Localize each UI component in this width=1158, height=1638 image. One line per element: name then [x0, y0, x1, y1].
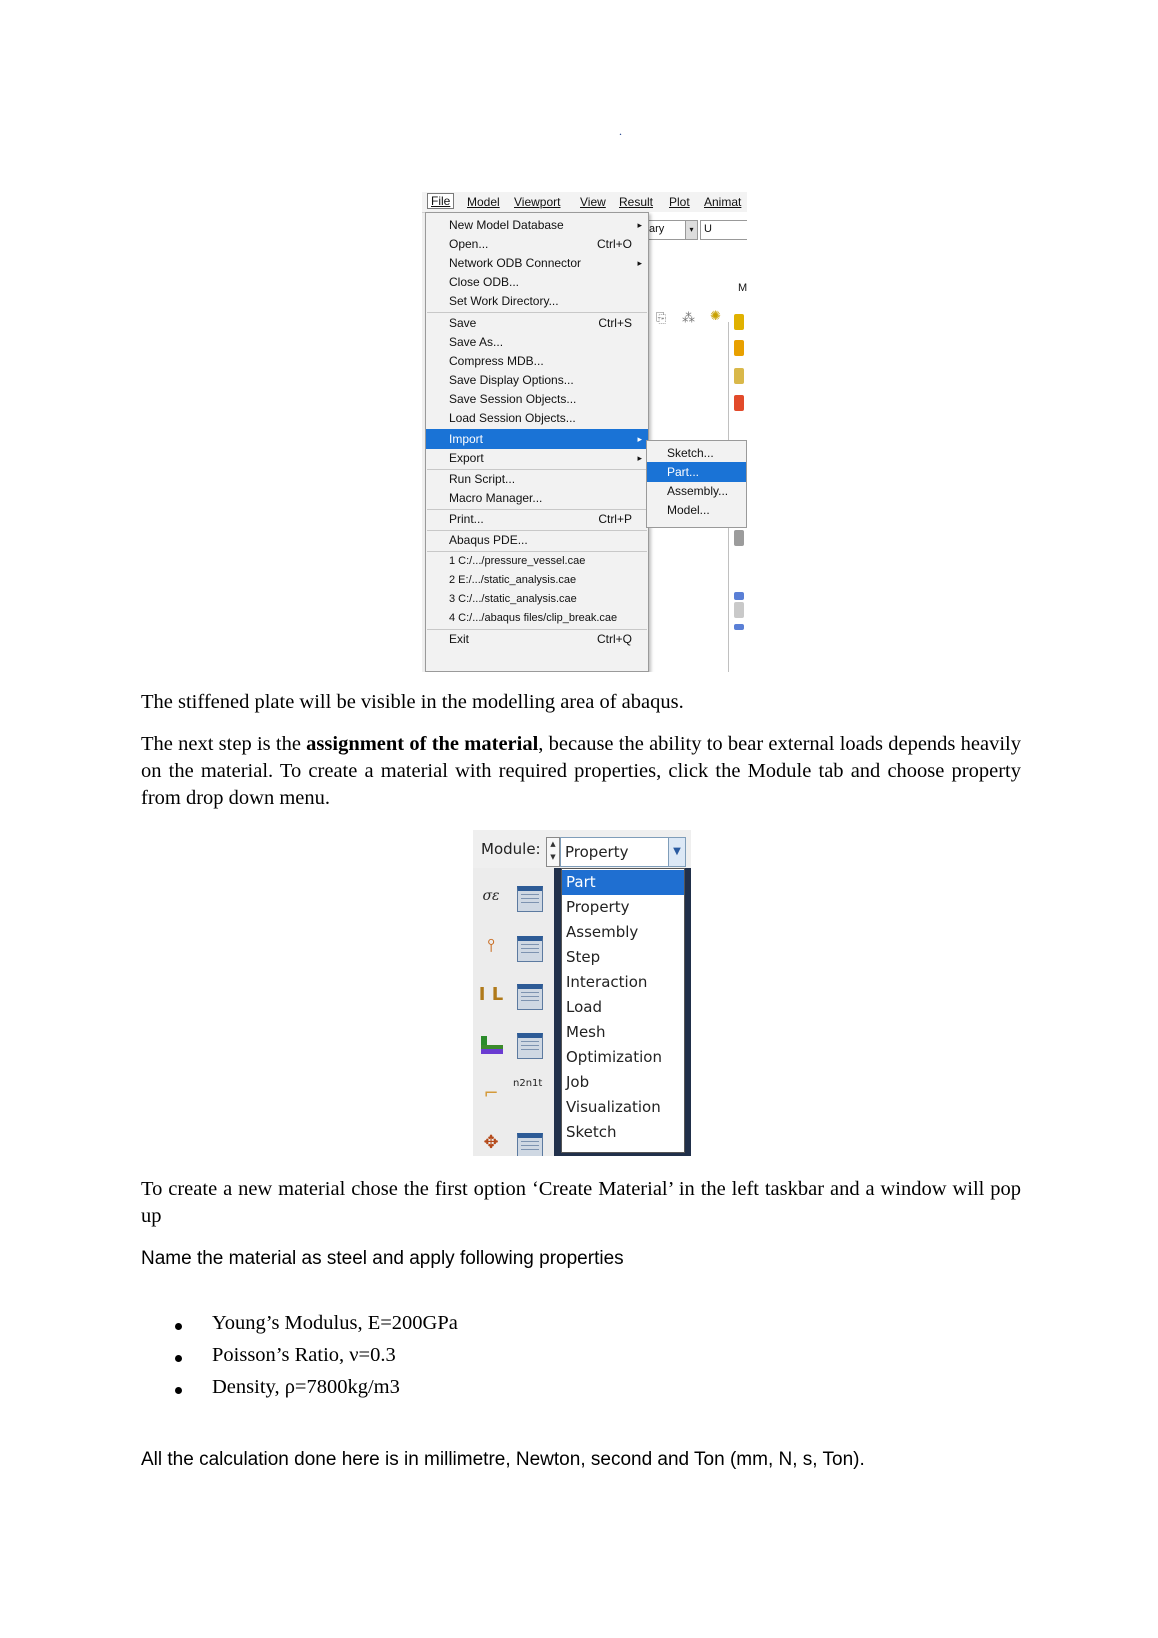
menu-item-label: Open...	[449, 237, 489, 251]
combo-value: ary	[649, 223, 665, 235]
text-run: The next step is the	[141, 733, 307, 755]
module-option-step[interactable]	[562, 945, 684, 970]
list-item-text: Poisson’s Ratio, ν=0.3	[212, 1344, 396, 1366]
menu-item-compress-mdb[interactable]	[426, 351, 648, 371]
menu-item-save-session-objects[interactable]	[426, 389, 648, 409]
module-option-load[interactable]	[562, 995, 684, 1020]
profile-icon[interactable]: I L	[478, 984, 504, 1005]
paragraph-name-material: Name the material as steel and apply following properties	[141, 1248, 624, 1269]
module-combo[interactable]	[560, 837, 686, 867]
list-item-text: Young’s Modulus, E=200GPa	[212, 1312, 458, 1334]
submenu-item-assembly[interactable]	[647, 481, 746, 501]
module-option-assembly[interactable]	[562, 920, 684, 945]
normal-direction-icon[interactable]	[513, 1078, 543, 1104]
list-item-text: Density, ρ=7800kg/m3	[212, 1376, 400, 1398]
abaqus-file-menu-screenshot	[422, 192, 747, 672]
option-label: Part	[566, 873, 596, 891]
menu-item-recent-file[interactable]	[426, 570, 648, 590]
module-option-sketch[interactable]	[562, 1120, 684, 1145]
menu-plot[interactable]: Plot	[669, 195, 690, 209]
menu-item-label: 1 C:/.../pressure_vessel.cae	[449, 555, 586, 567]
tree-icon[interactable]: ⁂	[682, 310, 695, 325]
module-option-mesh[interactable]	[562, 1020, 684, 1045]
menu-result[interactable]: Result	[619, 195, 654, 209]
table-icon[interactable]	[517, 936, 543, 962]
menu-item-load-session-objects[interactable]	[426, 408, 648, 428]
shortcut: Ctrl+S	[598, 316, 632, 330]
option-label: Interaction	[566, 973, 648, 991]
submenu-item-sketch[interactable]	[647, 443, 746, 463]
material-icon[interactable]	[478, 883, 504, 909]
folder-icon[interactable]: ⎘	[656, 310, 667, 325]
shortcut: Ctrl+Q	[596, 632, 632, 646]
shortcut: Ctrl+P	[598, 512, 632, 526]
icon-glyph: n2n1t	[513, 1078, 543, 1089]
menu-item-set-work-directory[interactable]	[426, 291, 648, 311]
bullet-icon	[175, 1323, 182, 1330]
paragraph-visible-plate: The stiffened plate will be visible in the modelling area of abaqus.	[141, 691, 684, 713]
module-option-interaction[interactable]	[562, 970, 684, 995]
menu-item-save-display-options[interactable]	[426, 370, 648, 390]
menu-item-label: Close ODB...	[449, 275, 520, 289]
menu-item-label: Compress MDB...	[449, 354, 544, 368]
menu-item-label: 3 C:/.../static_analysis.cae	[449, 593, 577, 605]
bold-text: assignment of the material	[306, 733, 539, 755]
orientation-icon[interactable]: ⌐	[483, 1083, 499, 1104]
tool-icon[interactable]	[734, 592, 744, 600]
menu-item-label: Import	[449, 432, 484, 446]
menu-item-label: Network ODB Connector	[449, 256, 582, 270]
module-dropdown-screenshot	[473, 830, 691, 1156]
menu-item-save-as[interactable]	[426, 332, 648, 352]
option-label: Mesh	[566, 1023, 606, 1041]
menu-item-label: Print...	[449, 512, 484, 526]
lightbulb-icon[interactable]: ✺	[710, 308, 721, 323]
table-icon[interactable]	[517, 984, 543, 1010]
chevron-right-icon: ▸	[637, 220, 642, 230]
bullet-icon	[175, 1387, 182, 1394]
submenu-item-label: Model...	[667, 503, 710, 517]
option-label: Sketch	[566, 1123, 617, 1141]
paragraph-material-assignment	[141, 731, 1021, 812]
tool-icon[interactable]	[734, 340, 744, 356]
menu-item-save[interactable]	[426, 313, 648, 333]
module-option-optimization[interactable]	[562, 1045, 684, 1070]
menu-item-label: Macro Manager...	[449, 491, 543, 505]
menu-item-macro-manager[interactable]	[426, 488, 648, 508]
menu-item-close-odb[interactable]	[426, 272, 648, 292]
menu-viewport[interactable]: Viewport	[514, 195, 561, 209]
submenu-item-part[interactable]	[647, 462, 746, 482]
module-options-list	[561, 868, 685, 1153]
menu-model[interactable]: Model	[467, 195, 500, 209]
option-label: Job	[566, 1073, 590, 1091]
tool-icon[interactable]	[734, 314, 744, 330]
module-label: Module:	[481, 840, 541, 858]
option-label: Visualization	[566, 1098, 661, 1116]
menu-item-label: Exit	[449, 632, 470, 646]
menu-item-label: Save	[449, 316, 477, 330]
tool-icon[interactable]	[734, 368, 744, 384]
menu-item-run-script[interactable]	[426, 469, 648, 489]
menu-item-label: Export	[449, 451, 484, 465]
menu-item-label: 2 E:/.../static_analysis.cae	[449, 574, 577, 586]
menu-file[interactable]: File	[427, 193, 454, 209]
submenu-item-label: Part...	[667, 465, 700, 479]
option-label: Step	[566, 948, 601, 966]
contour-icon[interactable]	[734, 395, 744, 411]
module-option-visualization[interactable]	[562, 1095, 684, 1120]
menu-item-open[interactable]	[426, 234, 648, 254]
chevron-right-icon: ▸	[637, 453, 642, 463]
submenu-item-label: Sketch...	[667, 446, 714, 460]
right-letter: M	[738, 282, 747, 294]
file-menu	[425, 212, 649, 672]
option-label: Load	[566, 998, 602, 1016]
option-label: Assembly	[566, 923, 639, 941]
module-option-job[interactable]	[562, 1070, 684, 1095]
table-icon[interactable]	[517, 886, 543, 912]
menu-item-label: Save As...	[449, 335, 504, 349]
chevron-right-icon: ▸	[637, 434, 642, 444]
composite-icon[interactable]	[478, 1031, 504, 1057]
menu-item-new-model-database[interactable]	[426, 215, 648, 235]
icon-glyph: σε	[482, 888, 500, 904]
import-submenu	[646, 440, 747, 528]
menu-item-label: Abaqus PDE...	[449, 533, 528, 547]
section-icon[interactable]: ⫯	[487, 935, 495, 956]
menu-item-export[interactable]	[426, 448, 648, 468]
menu-animate[interactable]: Animat	[704, 195, 742, 209]
menu-view[interactable]: View	[580, 195, 606, 209]
menu-item-network-odb[interactable]	[426, 253, 648, 273]
table-icon[interactable]	[517, 1033, 543, 1059]
text-run: , because the ability to bear external loads depends heavily on the material. To create a material with required properties, click the Module tab and choose property from drop down menu.	[141, 733, 1021, 809]
shortcut: Ctrl+O	[596, 237, 632, 251]
paragraph-units: All the calculation done here is in millimetre, Newton, second and Ton (mm, N, s, Ton).	[141, 1449, 865, 1470]
menu-item-import[interactable]	[426, 429, 648, 449]
menu-item-recent-file[interactable]	[426, 551, 648, 571]
step-combo[interactable]	[646, 220, 698, 240]
skin-icon[interactable]: ✥	[483, 1132, 499, 1153]
menu-bar	[422, 192, 747, 213]
option-label: Optimization	[566, 1048, 662, 1066]
menu-item-abaqus-pde[interactable]	[426, 530, 648, 550]
menu-item-label: Save Session Objects...	[449, 392, 577, 406]
table-icon[interactable]	[517, 1133, 543, 1156]
menu-item-label: Run Script...	[449, 472, 516, 486]
paragraph-create-material: To create a new material chose the first option ‘Create Material’ in the left taskbar and a window will pop up	[141, 1178, 1021, 1227]
tool-icon[interactable]	[734, 624, 744, 630]
menu-item-label: New Model Database	[449, 218, 564, 232]
submenu-item-label: Assembly...	[667, 484, 729, 498]
module-option-part[interactable]	[562, 870, 684, 895]
module-selected-value: Property	[565, 843, 629, 861]
menu-item-recent-file[interactable]	[426, 589, 648, 609]
combo-value: U	[704, 223, 712, 235]
module-option-property[interactable]	[562, 895, 684, 920]
module-spinner[interactable]: ▲ ▼	[546, 837, 560, 867]
menu-item-label: Save Display Options...	[449, 373, 574, 387]
option-label: Property	[566, 898, 630, 916]
menu-item-exit[interactable]	[426, 629, 648, 649]
chevron-down-icon[interactable]: ▼	[668, 838, 685, 866]
bullet-icon	[175, 1355, 182, 1362]
page-marker: .	[619, 124, 622, 138]
menu-item-recent-file[interactable]	[426, 608, 648, 628]
field-combo[interactable]	[700, 220, 747, 240]
menu-item-label: Load Session Objects...	[449, 411, 576, 425]
menu-item-print[interactable]	[426, 509, 648, 529]
menu-item-label: 4 C:/.../abaqus files/clip_break.cae	[449, 612, 618, 624]
menu-item-label: Set Work Directory...	[449, 294, 559, 308]
submenu-item-model[interactable]	[647, 500, 746, 520]
tool-icon[interactable]	[734, 530, 744, 546]
chevron-down-icon[interactable]: ▾	[685, 221, 697, 239]
chevron-right-icon: ▸	[637, 258, 642, 268]
tool-icon[interactable]	[734, 602, 744, 618]
